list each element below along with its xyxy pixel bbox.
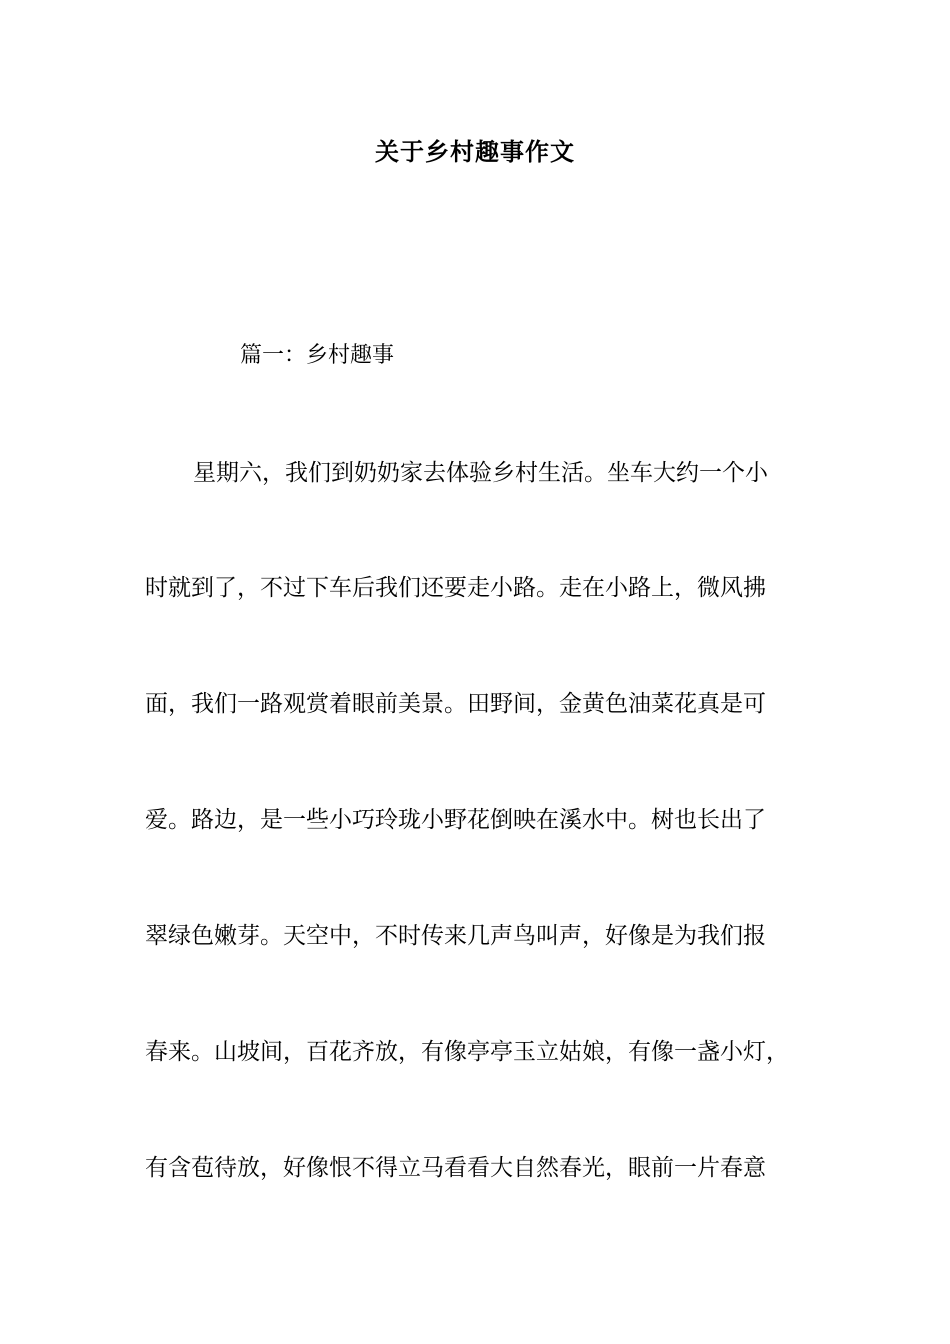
- paragraph-line: 时就到了，不过下车后我们还要走小路。走在小路上，微风拂: [145, 575, 766, 601]
- paragraph-line: 面，我们一路观赏着眼前美景。田野间，金黄色油菜花真是可: [145, 691, 766, 717]
- paragraph-line: 有含苞待放，好像恨不得立马看看大自然春光，眼前一片春意: [145, 1155, 766, 1181]
- paragraph-line: 翠绿色嫩芽。天空中，不时传来几声鸟叫声，好像是为我们报: [145, 923, 766, 949]
- paragraph-line: 爱。路边，是一些小巧玲珑小野花倒映在溪水中。树也长出了: [145, 807, 766, 833]
- section-heading: 篇一：乡村趣事: [240, 343, 395, 368]
- paragraph-line: 春来。山坡间，百花齐放，有像亭亭玉立姑娘，有像一盏小灯，: [145, 1039, 789, 1065]
- document-title: 关于乡村趣事作文: [375, 137, 575, 166]
- paragraph-line: 星期六，我们到奶奶家去体验乡村生活。坐车大约一个小: [193, 460, 768, 486]
